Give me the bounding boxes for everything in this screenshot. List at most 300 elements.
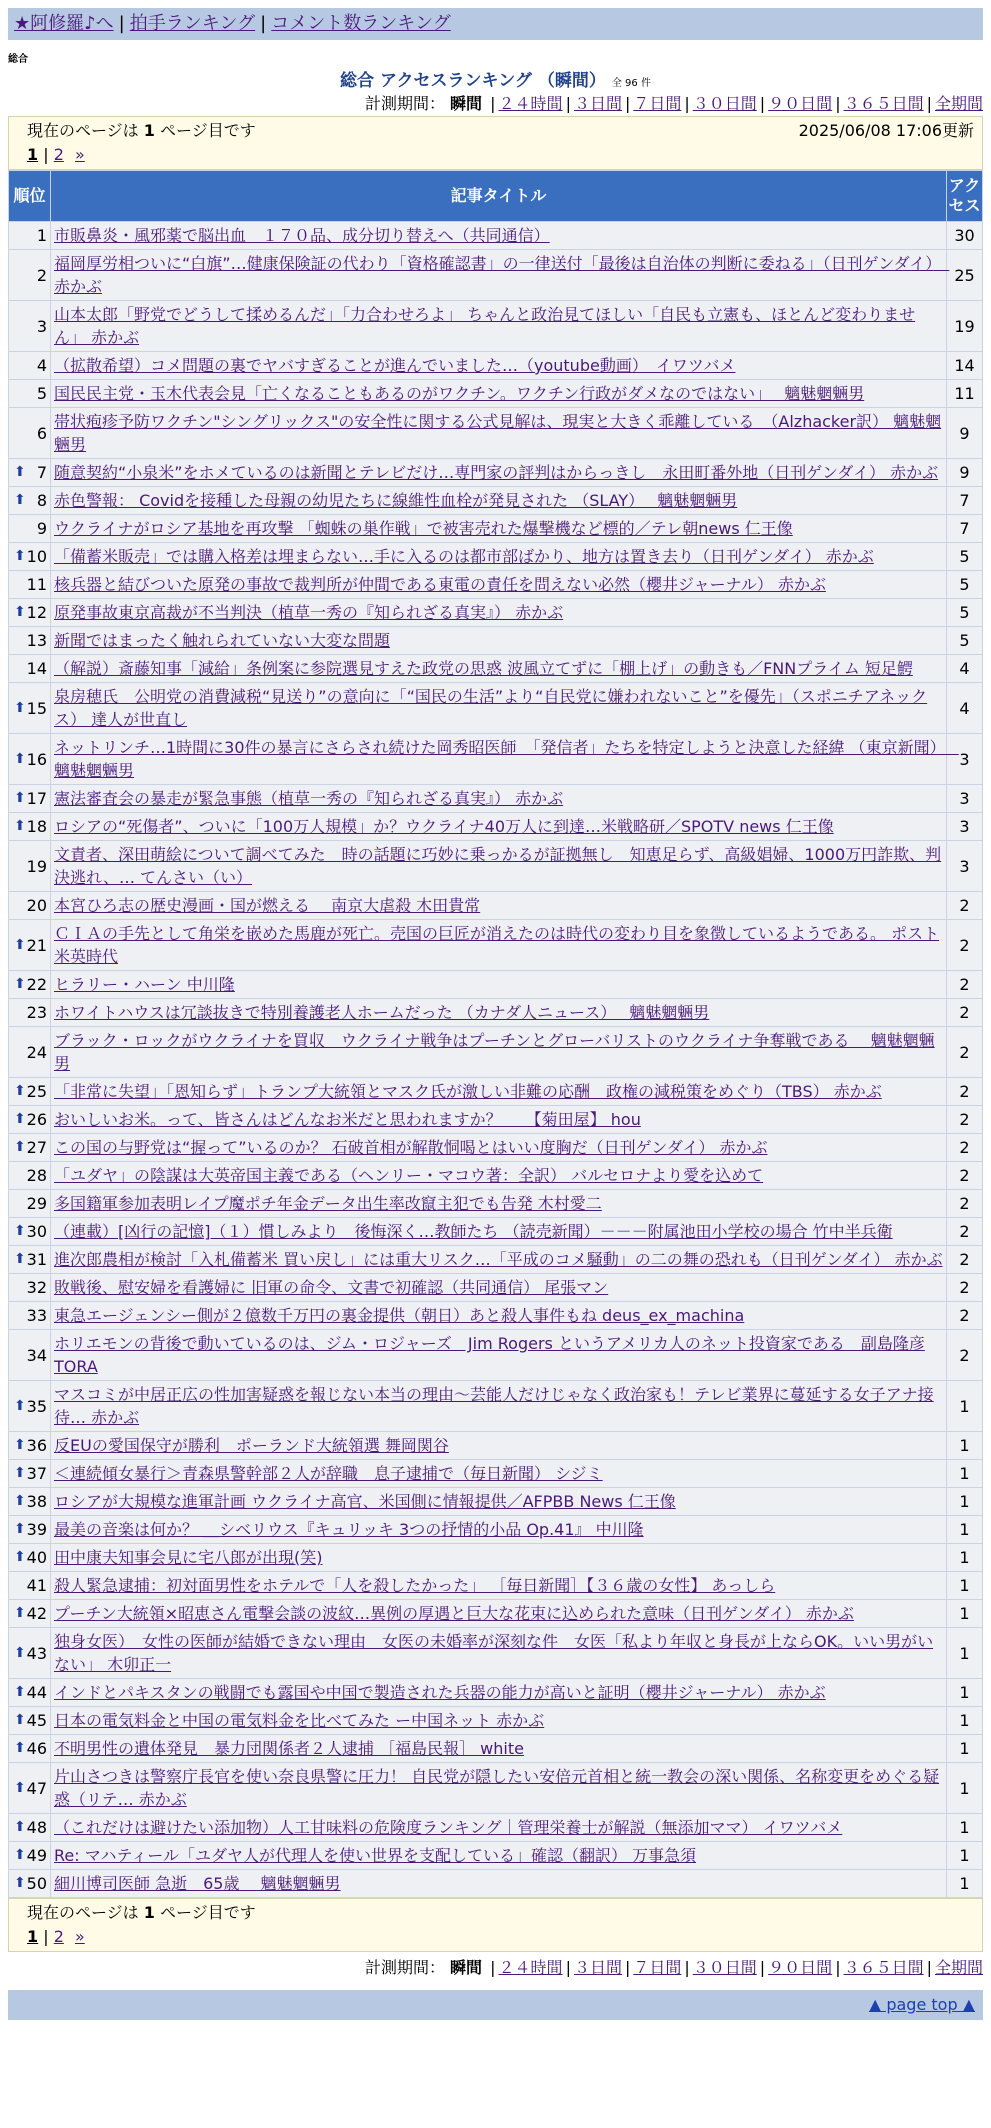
rank-number: 49 [26,1846,47,1865]
article-link[interactable]: ロシアの“死傷者”、ついに「100万人規模」か？ウクライナ40万人に到達…米戦略研／SPOTV news 仁王像 [54,817,834,836]
footer-bar [8,1990,983,2020]
article-link[interactable]: 「非常に失望」「恩知らず」トランプ大統領とマスク氏が激しい非難の応酬 政権の減税策をめぐり（TBS） 赤かぶ [54,1082,882,1101]
rank-number: 12 [26,603,47,622]
rank-number: 46 [26,1739,47,1758]
rank-number: 3 [36,316,47,336]
up-arrow-icon: ⬆ [14,1521,26,1537]
access-count: 5 [947,543,983,571]
rank-cell [9,627,51,655]
rank-cell [9,380,51,408]
pager-page-2[interactable]: 2 [53,145,64,164]
rank-cell [9,1516,51,1544]
period-link-3[interactable]: ３０日間 [692,94,757,113]
top-navigation: ★阿修羅♪へ | 拍手ランキング | コメント数ランキング [8,8,983,40]
rank-number: 43 [26,1643,47,1663]
rank-cell [9,408,51,459]
article-link[interactable]: 不明男性の遺体発見 暴力団関係者２人逮捕 ［福島民報］ white [54,1739,524,1758]
article-link[interactable]: ウクライナがロシア基地を再攻撃 「蜘蛛の巣作戦」で被害売れた爆撃機など標的／テレ朝news 仁王像 [54,519,793,538]
table-row [9,1628,983,1679]
article-link[interactable]: ロシアが大規模な進軍計画 ウクライナ高官、米国側に情報提供／AFPBB News 仁王像 [54,1492,676,1511]
rank-cell [9,301,51,352]
article-link[interactable]: （連載）[凶行の記憶]（１）慣しみより 後悔深く…教師たち （読売新聞）－－－附属池田小学校の場合 竹中半兵衛 [54,1222,893,1241]
pager-next-bottom[interactable]: » [74,1927,85,1946]
title-cell [51,841,947,892]
rank-number: 24 [26,1042,47,1062]
title-cell [51,785,947,813]
rank-cell [9,250,51,301]
article-link[interactable]: 日本の電気料金と中国の電気料金を比べてみた ー中国ネット 赤かぶ [54,1711,545,1730]
rank-number: 2 [36,265,47,285]
rank-cell [9,1679,51,1707]
table-row [9,1679,983,1707]
access-count: 1 [947,1814,983,1842]
access-count: 1 [947,1707,983,1735]
article-link[interactable]: （これだけは避けたい添加物）人工甘味料の危険度ランキング｜管理栄養士が解説（無添加ママ） イワツバメ [54,1818,843,1837]
period-link-bottom-3[interactable]: ３０日間 [692,1958,757,1977]
table-row [9,1218,983,1246]
up-arrow-icon: ⬆ [14,699,26,716]
article-link[interactable]: ホワイトハウスは冗談抜きで特別養護老人ホームだった （カナダ人ニュース） 魑魅魍魎男 [54,1003,710,1022]
up-arrow-icon: ⬆ [14,492,26,508]
article-link[interactable]: 山本太郎「野党でどうして揉めるんだ」「力合わせろよ」 ちゃんと政治見てほしい「自民も立憲も、ほとんど変わりません」 赤かぶ [54,305,916,347]
access-count: 2 [947,892,983,920]
article-link[interactable]: 原発事故東京高裁が不当判決（植草一秀の『知られざる真実』） 赤かぶ [54,603,564,622]
rank-cell [9,1078,51,1106]
rank-cell [9,1814,51,1842]
title-cell [51,1516,947,1544]
table-row [9,1027,983,1078]
table-row [9,515,983,543]
article-link[interactable]: 細川博司医師 急逝 65歳 魑魅魍魎男 [54,1874,341,1893]
rank-cell [9,543,51,571]
table-row [9,1735,983,1763]
rank-cell [9,459,51,487]
access-count: 11 [947,380,983,408]
up-arrow-icon: ⬆ [14,1437,26,1453]
rank-number: 42 [26,1604,47,1623]
article-link[interactable]: 文責者、深田萌絵について調べてみた 時の話題に巧妙に乗っかるが証拠無し 知恵足らず、高級娼婦、1000万円詐欺、判決逃れ、… てんさい（い） [54,845,942,887]
article-link[interactable]: 赤色警報： Covidを接種した母親の幼児たちに線維性血栓が発見された （SLAY） 魑魅魍魎男 [54,491,738,510]
title-cell [51,683,947,734]
article-link[interactable]: 憲法審査会の暴走が緊急事態（植草一秀の『知られざる真実』） 赤かぶ [54,789,564,808]
rank-number: 48 [26,1818,47,1837]
up-arrow-icon: ⬆ [14,1493,26,1509]
access-count: 1 [947,1381,983,1432]
title-cell [51,571,947,599]
up-arrow-icon: ⬆ [14,976,26,992]
period-label-bottom: 計測期間： [364,1958,445,1977]
article-link[interactable]: Re: マハティール「ユダヤ人が代理人を使い世界を支配している」確認（翻訳） 万事急須 [54,1846,697,1865]
table-row [9,1078,983,1106]
article-link[interactable]: 独身女医） 女性の医師が結婚できない理由 女医の未婚率が深刻な件 女医「私より年収と身長が上ならOK。いい男がいない」 木卯正一 [54,1632,934,1674]
access-count: 2 [947,971,983,999]
period-link-bottom-1[interactable]: ３日間 [573,1958,622,1977]
rank-number: 17 [26,789,47,808]
article-link[interactable]: （解説）斎藤知事「減給」条例案に参院選見すえた政党の思惑 波風立てずに「棚上げ」の動きも／FNNプライム 短足鰐 [54,659,913,678]
article-link[interactable]: 「備蓄米販売」では購入格差は埋まらない…手に入るのは都市部ばかり、地方は置き去り（日刊ゲンダイ） 赤かぶ [54,547,874,566]
table-row [9,1162,983,1190]
title-cell [51,1432,947,1460]
up-arrow-icon: ⬆ [14,548,26,564]
article-link[interactable]: この国の与野党は“握って”いるのか？ 石破首相が解散恫喝とはいい度胸だ（日刊ゲンダイ） 赤かぶ [54,1138,768,1157]
period-link-1[interactable]: ３日間 [573,94,622,113]
table-row [9,543,983,571]
rank-cell [9,971,51,999]
up-arrow-icon: ⬆ [14,1740,26,1756]
rank-cell [9,655,51,683]
table-row [9,1246,983,1274]
title-cell [51,301,947,352]
article-link[interactable]: 国民民主党・玉木代表会見「亡くなることもあるのがワクチン。ワクチン行政がダメなのではない」 魑魅魍魎男 [54,384,865,403]
col-title: 記事タイトル [51,171,947,222]
rank-cell [9,515,51,543]
title-cell [51,971,947,999]
table-row [9,1707,983,1735]
article-link[interactable]: 泉房穂氏 公明党の消費減税“見送り”の意向に「“国民の生活”より“自民党に嫌われないこと”を優先」（スポニチアネックス） 達人が世直し [54,687,928,729]
article-link[interactable]: 片山さつきは警察庁長官を使い奈良県警に圧力！ 自民党が隠したい安倍元首相と統一教会の深い関係、名称変更をめぐる疑惑（リテ… 赤かぶ [54,1767,940,1809]
rank-number: 29 [26,1194,47,1213]
title-cell [51,352,947,380]
period-link-bottom-4[interactable]: ９０日間 [768,1958,833,1977]
rank-number: 32 [26,1278,47,1297]
title-cell [51,892,947,920]
up-arrow-icon: ⬆ [14,1251,26,1267]
article-link[interactable]: （拡散希望）コメ問題の裏でヤバすぎることが進んでいました…（youtube動画） イワツバメ [54,356,736,375]
access-count: 1 [947,1842,983,1870]
title-cell [51,1814,947,1842]
title-cell [51,999,947,1027]
article-link[interactable]: ブラック・ロックがウクライナを買収 ウクライナ戦争はプーチンとグローバリストのウクライナ争奪戦である 魑魅魍魎男 [54,1031,935,1073]
rank-cell [9,734,51,785]
title-cell [51,1134,947,1162]
rank-cell [9,599,51,627]
access-count: 9 [947,459,983,487]
table-row [9,408,983,459]
article-link[interactable]: プーチン大統領×昭恵さん電撃会談の波紋…異例の厚遇と巨大な花束に込められた意味（日刊ゲンダイ） 赤かぶ [54,1604,854,1623]
table-row [9,1134,983,1162]
access-count: 1 [947,1763,983,1814]
period-link-bottom-2[interactable]: ７日間 [633,1958,682,1977]
title-cell [51,1106,947,1134]
rank-number: 6 [36,423,47,443]
up-arrow-icon: ⬆ [14,1111,26,1127]
rank-number: 30 [26,1222,47,1241]
article-link[interactable]: 随意契約“小泉米”をホメているのは新聞とテレビだけ…専門家の評判はからっきし 永田町番外地（日刊ゲンダイ） 赤かぶ [54,463,939,482]
pager-bottom: 1 | 2 » [27,1927,85,1946]
access-count: 14 [947,352,983,380]
table-row [9,1516,983,1544]
access-count: 7 [947,487,983,515]
table-row [9,380,983,408]
rank-number: 7 [36,463,47,482]
updated-timestamp: 2025/06/08 17:06更新 [798,121,974,140]
access-count: 2 [947,1162,983,1190]
rank-cell [9,1330,51,1381]
rank-number: 47 [26,1778,47,1798]
rank-cell [9,1106,51,1134]
title-cell [51,1763,947,1814]
rank-cell [9,813,51,841]
table-row [9,892,983,920]
table-row [9,920,983,971]
rank-cell [9,1432,51,1460]
period-link-bottom-0[interactable]: ２４時間 [498,1958,563,1977]
rank-number: 15 [26,698,47,718]
article-link[interactable]: 東急エージェンシー側が２億数千万円の裏金提供（朝日）あと殺人事件もね deus_ex_machina [54,1306,745,1325]
title-cell [51,1488,947,1516]
up-arrow-icon: ⬆ [14,1684,26,1700]
rank-cell [9,352,51,380]
up-arrow-icon: ⬆ [14,1779,26,1796]
table-row [9,1106,983,1134]
table-row [9,1572,983,1600]
period-link-0[interactable]: ２４時間 [498,94,563,113]
rank-cell [9,222,51,250]
access-count: 1 [947,1488,983,1516]
page-indicator: 現在のページは 1 ページ目です [27,121,256,140]
page-info-bottom [8,1898,983,1952]
access-count: 2 [947,1190,983,1218]
article-link[interactable]: 反EUの愛国保守が勝利 ポーランド大統領選 舞岡関谷 [54,1436,449,1455]
table-row [9,250,983,301]
up-arrow-icon: ⬆ [14,790,26,806]
rank-cell [9,1381,51,1432]
rank-cell [9,1218,51,1246]
access-count: 3 [947,841,983,892]
up-arrow-icon: ⬆ [14,1712,26,1728]
title-cell [51,1572,947,1600]
rank-number: 50 [26,1874,47,1893]
title-cell [51,655,947,683]
title-cell [51,459,947,487]
table-row [9,1600,983,1628]
article-link[interactable]: 市販鼻炎・風邪薬で脳出血 １７０品、成分切り替えへ（共同通信） [54,226,550,245]
access-count: 4 [947,655,983,683]
table-row [9,1330,983,1381]
access-count: 7 [947,515,983,543]
table-row [9,841,983,892]
rank-number: 44 [26,1683,47,1702]
table-row [9,1488,983,1516]
title-cell [51,1246,947,1274]
rank-number: 37 [26,1464,47,1483]
title-cell [51,1679,947,1707]
table-row [9,1870,983,1898]
table-row [9,599,983,627]
article-link[interactable]: 核兵器と結びついた原発の事故で裁判所が仲間である東電の責任を問えない必然（櫻井ジャーナル） 赤かぶ [54,575,826,594]
title-cell [51,543,947,571]
article-link[interactable]: おいしいお米。って、皆さんはどんなお米だと思われますか？ 【菊田屋】 hou [54,1110,641,1129]
ranking-table [8,170,983,1898]
rank-number: 35 [26,1396,47,1416]
page-top-link[interactable]: ▲ page top ▲ [868,1995,975,2014]
article-link[interactable]: 多国籍軍参加表明レイプ魔ポチ年金データ出生率改竄主犯でも告発 木村愛二 [54,1194,602,1213]
rank-number: 10 [26,547,47,566]
article-link[interactable]: ＣＩＡの手先として角栄を嵌めた馬鹿が死亡。売国の巨匠が消えたのは時代の変わり目を象徴しているようである。 ポスト米英時代 [54,924,940,966]
article-link[interactable]: ネットリンチ…1時間に30件の暴言にさらされ続けた岡秀昭医師 「発信者」たちを特定しようと決意した経緯 （東京新聞） 魑魅魍魎男 [54,738,959,780]
rank-number: 28 [26,1166,47,1185]
title-cell [51,1707,947,1735]
period-link-bottom-6[interactable]: 全期間 [934,1958,983,1977]
rank-cell [9,1544,51,1572]
rank-number: 25 [26,1082,47,1101]
access-count: 1 [947,1735,983,1763]
rank-cell [9,1763,51,1814]
period-link-bottom-5[interactable]: ３６５日間 [843,1958,924,1977]
title-cell [51,1027,947,1078]
rank-number: 38 [26,1492,47,1511]
title-cell [51,487,947,515]
title-cell [51,1842,947,1870]
article-link[interactable]: ホリエモンの背後で動いているのは、ジム・ロジャーズ Jim Rogers というアメリカ人のネット投資家である 副島隆彦 TORA [54,1334,925,1376]
access-count: 2 [947,1134,983,1162]
article-link[interactable]: ＜連続傾女暴行＞青森県警幹部２人が辞職 息子逮捕で（毎日新聞） シジミ [54,1464,603,1483]
page-info-top [8,116,983,170]
rank-cell [9,1274,51,1302]
access-count: 1 [947,1516,983,1544]
article-link[interactable]: マスコミが中居正広の性加害疑惑を報じない本当の理由〜芸能人だけじゃなく政治家も！テレビ業界に蔓延する女子アナ接待… 赤かぶ [54,1385,934,1427]
title-cell [51,1381,947,1432]
access-count: 4 [947,683,983,734]
article-link[interactable]: ヒラリー・ハーン 中川隆 [54,975,235,994]
access-count: 3 [947,813,983,841]
title-cell [51,1078,947,1106]
pager-next[interactable]: » [74,145,85,164]
rank-number: 45 [26,1711,47,1730]
access-count: 9 [947,408,983,459]
article-link[interactable]: 田中康夫知事会見に宅八郎が出現(笑) [54,1548,323,1567]
period-current: 瞬間 [450,94,483,113]
home-link[interactable]: ★阿修羅♪へ [14,13,114,34]
up-arrow-icon: ⬆ [14,1083,26,1099]
table-row [9,734,983,785]
rank-number: 5 [36,384,47,403]
access-count: 2 [947,1106,983,1134]
rank-cell [9,1190,51,1218]
table-row [9,222,983,250]
title-cell [51,1460,947,1488]
article-link[interactable]: 本宮ひろ志の歴史漫画・国が燃える 南京大虐殺 木田貴常 [54,896,481,915]
rank-number: 26 [26,1110,47,1129]
page-indicator-bottom: 現在のページは 1 ページ目です [27,1903,256,1922]
rank-number: 1 [36,226,47,245]
rank-number: 4 [36,356,47,375]
rank-number: 23 [26,1003,47,1022]
table-row [9,1460,983,1488]
article-link[interactable]: 最美の音楽は何か？ ＿シベリウス『キュリッキ 3つの抒情的小品 Op.41』 中川隆 [54,1520,644,1539]
table-row [9,785,983,813]
table-row [9,352,983,380]
rank-cell [9,1246,51,1274]
access-count: 3 [947,734,983,785]
comment-ranking-link[interactable]: コメント数ランキング [271,13,451,34]
article-link[interactable]: 「ユダヤ」の陰謀は大英帝国主義である（ヘンリー・マコウ著：全訳） バルセロナより愛を込めて [54,1166,764,1185]
article-link[interactable]: インドとパキスタンの戦闘でも露国や中国で製造された兵器の能力が高いと証明（櫻井ジャーナル） 赤かぶ [54,1683,826,1702]
period-selector-bottom: 計測期間： 瞬間 | ２４時間 | ３日間 | ７日間 | ３０日間 | ９０日間 | ３６５日間 | 全期間 [364,1958,983,1977]
title-cell [51,734,959,785]
access-count: 19 [947,301,983,352]
rank-cell [9,1302,51,1330]
up-arrow-icon: ⬆ [14,1875,26,1891]
rank-number: 40 [26,1548,47,1567]
rank-cell [9,1460,51,1488]
up-arrow-icon: ⬆ [14,1644,26,1661]
table-row [9,683,983,734]
table-row [9,1544,983,1572]
pager-page-2-bottom[interactable]: 2 [53,1927,64,1946]
access-count: 3 [947,785,983,813]
title-cell [51,813,947,841]
article-link[interactable]: 進次郎農相が検討「入札備蓄米 買い戻し」には重大リスク…「平成のコメ騒動」の二の舞の恐れも（日刊ゲンダイ） 赤かぶ [54,1250,943,1269]
title-cell [51,1330,947,1381]
period-link-2[interactable]: ７日間 [633,94,682,113]
article-link[interactable]: 新聞ではまったく触れられていない大変な問題 [54,631,391,650]
article-link[interactable]: 殺人緊急逮捕：初対面男性をホテルで「人を殺したかった」 ［毎日新聞］【３６歳の女性】 あっしら [54,1576,776,1595]
article-link[interactable]: 敗戦後、慰安婦を看護婦に 旧軍の命令、文書で初確認（共同通信） 尾張マン [54,1278,609,1297]
table-row [9,1381,983,1432]
period-label: 計測期間： [364,94,445,113]
title-cell [51,408,947,459]
title-cell [51,627,947,655]
table-row [9,1763,983,1814]
pager-current-bottom: 1 [27,1927,39,1946]
period-link-5[interactable]: ３６５日間 [843,94,924,113]
title-cell [51,250,950,301]
period-current-bottom: 瞬間 [450,1958,483,1977]
access-count: 1 [947,1870,983,1898]
access-count: 5 [947,627,983,655]
title-cell [51,222,947,250]
rank-cell [9,785,51,813]
col-rank: 順位 [9,171,51,222]
applause-ranking-link[interactable]: 拍手ランキング [129,13,256,34]
up-arrow-icon: ⬆ [14,936,26,953]
rank-cell [9,1735,51,1763]
period-link-6[interactable]: 全期間 [934,94,983,113]
access-count: 30 [947,222,983,250]
title-cell [51,1302,947,1330]
article-link[interactable]: 帯状疱疹予防ワクチン"シングリックス"の安全性に関する公式見解は、現実と大きく乖離している （Alzhacker訳） 魑魅魍魎男 [54,412,942,454]
access-count: 1 [947,1460,983,1488]
rank-number: 14 [26,659,47,678]
access-count: 1 [947,1628,983,1679]
up-arrow-icon: ⬆ [14,1139,26,1155]
article-link[interactable]: 福岡厚労相ついに“白旗”…健康保険証の代わり「資格確認書」の一律送付「最後は自治体の判断に委ねる」（日刊ゲンダイ） 赤かぶ [54,254,950,296]
access-count: 1 [947,1679,983,1707]
rank-number: 31 [26,1250,47,1269]
rank-number: 9 [36,519,47,538]
table-row [9,971,983,999]
table-row [9,1432,983,1460]
title-cell [51,1274,947,1302]
table-row [9,459,983,487]
rank-cell [9,1027,51,1078]
title-cell [51,380,947,408]
table-row [9,571,983,599]
table-row [9,487,983,515]
rank-number: 16 [26,749,47,769]
access-count: 2 [947,1274,983,1302]
title-cell [51,1600,947,1628]
table-row [9,1274,983,1302]
access-count: 2 [947,1302,983,1330]
up-arrow-icon: ⬆ [14,1847,26,1863]
table-row [9,813,983,841]
period-link-4[interactable]: ９０日間 [768,94,833,113]
table-row [9,1842,983,1870]
rank-cell [9,1628,51,1679]
access-count: 2 [947,1078,983,1106]
